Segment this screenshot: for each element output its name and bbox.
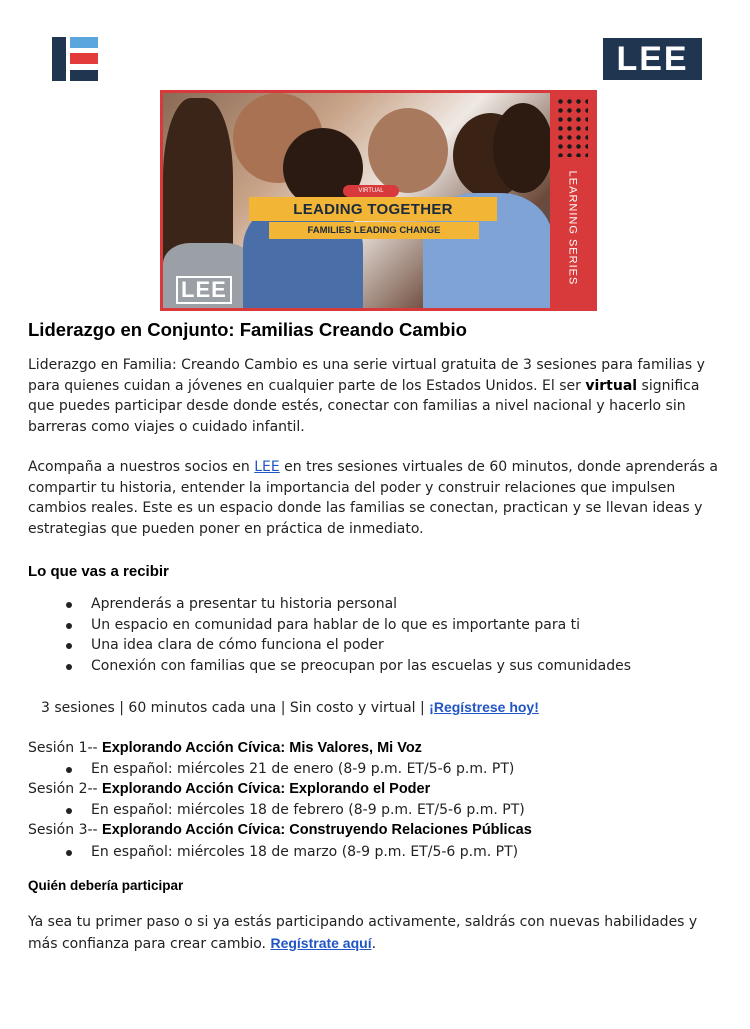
join-text-cont: en tres sesiones virtuales de 60 minutos, donde aprenderás a compartir tu historia, entender la importancia del poder y construir relaciones que impulsen cambios reales. Este es un espacio donde las familias se conectan, practican y se llevan ideas y estrategias que pueden poner en práctica de inmediato. <box>28 459 718 537</box>
who-paragraph <box>28 912 728 954</box>
session-title: Explorando Acción Cívica: Construyendo Relaciones Públicas <box>102 822 532 838</box>
who-heading: Quién debería participar <box>28 878 184 893</box>
list-item: En español: miércoles 18 de febrero (8-9 p.m. ET/5-6 p.m. PT) <box>62 800 525 821</box>
intro-text-cont: significa que puedes participar desde donde estés, conectar con familias a nivel nacional y hacerlo sin barreras como viajes o cuidado infantil. <box>28 377 700 435</box>
session-1-details <box>62 759 514 780</box>
list-item: En español: miércoles 18 de marzo (8-9 p.m. ET/5-6 p.m. PT) <box>62 842 518 863</box>
logo-bar <box>52 37 66 81</box>
list-item: Un espacio en comunidad para hablar de lo que es importante para ti <box>62 615 631 636</box>
session-3 <box>28 820 532 841</box>
session-prefix: Sesión 3-- <box>28 822 103 838</box>
session-1 <box>28 738 422 759</box>
hero-banner-image <box>160 90 597 311</box>
hero-virtual-tag: VIRTUAL <box>343 185 399 197</box>
hero-subtitle: FAMILIES LEADING CHANGE <box>269 222 479 239</box>
who-text: Ya sea tu primer paso o si ya estás participando activamente, saldrás con nuevas habilidades y más confianza para crear cambio. <box>28 914 698 952</box>
intro-paragraph <box>28 355 723 437</box>
register-here-link[interactable]: Regístrate aquí <box>270 934 372 951</box>
dot-pattern <box>556 97 588 157</box>
receive-heading: Lo que vas a recibir <box>28 563 169 580</box>
session-title: Explorando Acción Cívica: Explorando el Poder <box>102 781 431 797</box>
intro-bold: virtual <box>585 377 638 394</box>
session-title: Explorando Acción Cívica: Mis Valores, Mi Voz <box>102 740 422 756</box>
learning-series-label: LEARNING SERIES <box>566 170 579 286</box>
logo-stripe-navy <box>70 70 98 81</box>
sessions-summary <box>41 697 539 719</box>
join-text: Acompaña a nuestros socios en <box>28 459 255 475</box>
list-item: Una idea clara de cómo funciona el poder <box>62 635 631 656</box>
logo-stripe-red <box>70 53 98 64</box>
list-item: Aprenderás a presentar tu historia personal <box>62 594 631 615</box>
hero-title: LEADING TOGETHER <box>249 197 497 221</box>
family-photo-person <box>368 108 448 193</box>
receive-list <box>62 594 631 676</box>
hero-side-label <box>550 153 594 303</box>
lee-wordmark-logo: LEE <box>603 38 702 80</box>
session-prefix: Sesión 1-- <box>28 740 103 756</box>
page-title: Liderazgo en Conjunto: Familias Creando Cambio <box>28 319 467 340</box>
join-paragraph <box>28 457 723 539</box>
who-text-end: . <box>371 935 377 952</box>
hero-logo: LEE <box>176 276 232 304</box>
lee-link[interactable]: LEE <box>254 459 280 475</box>
session-3-details <box>62 842 518 863</box>
intro-text: Liderazgo en Familia: Creando Cambio es una serie virtual gratuita de 3 sesiones para familias y para quienes cuidan a jóvenes en cualquier parte de los Estados Unidos. El ser <box>28 357 705 394</box>
logo-stripe-blue <box>70 37 98 48</box>
register-today-link[interactable]: ¡Regístrese hoy! <box>429 699 539 715</box>
list-item: Conexión con familias que se preocupan por las escuelas y sus comunidades <box>62 656 631 677</box>
family-photo-person <box>493 103 553 193</box>
list-item: En español: miércoles 21 de enero (8-9 p.m. ET/5-6 p.m. PT) <box>62 759 514 780</box>
summary-text: 3 sesiones | 60 minutos cada una | Sin costo y virtual | <box>41 700 430 716</box>
session-2-details <box>62 800 525 821</box>
session-prefix: Sesión 2-- <box>28 781 103 797</box>
lee-logo-mark <box>52 37 98 81</box>
session-2 <box>28 779 430 800</box>
